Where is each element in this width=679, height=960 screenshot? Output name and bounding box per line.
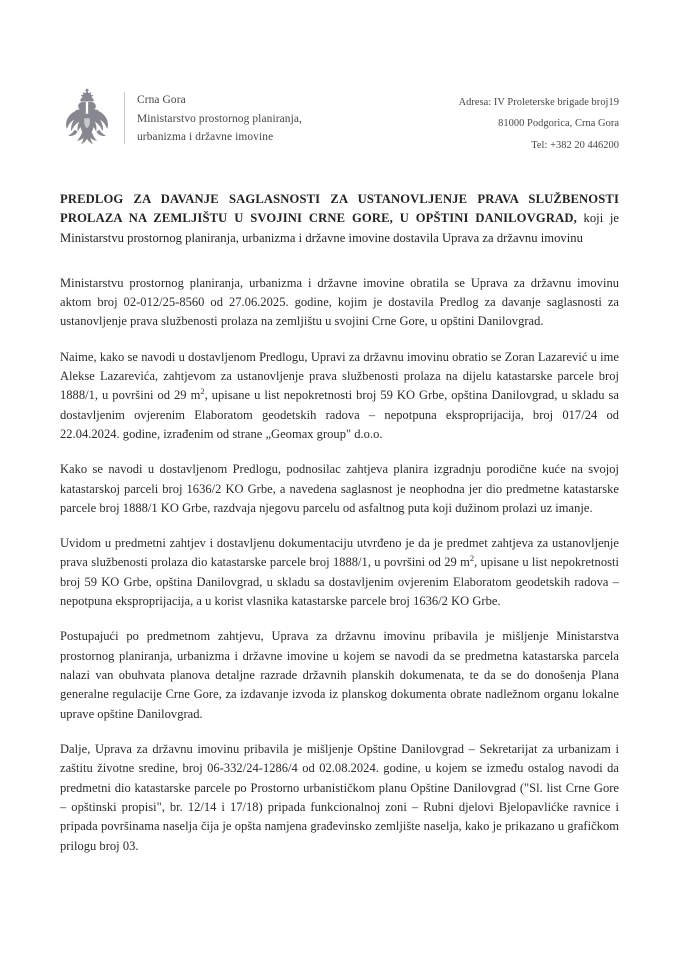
square-meter-superscript: 2 [469,553,475,564]
body-paragraph-1 [60,274,619,332]
paragraph-text: Kako se navodi u dostavljenom Predlogu, podnosilac zahtjeva planira izgradnju porodične kuće na svojoj katastarskoj parceli broj 1636/2 KO Grbe, a navedena saglasnost je neophodna jer dio predmetne katastarske parcele broj 1888/1 KO Grbe, razdvaja njegovu parcelu od asfaltnog puta koji dužinom prolazi uz imanje. [60,462,619,515]
document-title-emphasis: PREDLOG ZA DAVANJE SAGLASNOSTI ZA USTANOVLJENJE PRAVA SLUŽBENOSTI PROLAZA NA ZEMLJIŠTU U SVOJINI CRNE GORE, U OPŠTINI DANILOVGRAD, [60,192,619,226]
paragraph-text-after-superscript: , upisane u list nepokretnosti broj 59 KO Grbe, opština Danilovgrad, u skladu sa dostavljenim ovjerenim Elaboratom geodetskih radova – nepotpuna eksproprijacija, a u korist vlasnika katastarske parcele broj 1636/2 KO Grbe. [60,555,619,609]
body-paragraph-4 [60,534,619,611]
letterhead-organization-block [60,88,302,148]
contact-address-line2: 81000 Podgorica, Crna Gora [498,118,619,130]
organization-ministry-line2: urbanizma i državne imovine [137,131,274,144]
organization-name [137,89,302,146]
body-paragraph-3 [60,460,619,518]
organization-country: Crna Gora [137,94,186,107]
letterhead-contact-block [459,88,619,156]
document-title-remainder: koji je Ministarstvu prostornog planiranja, urbanizma i državne imovine dostavila Uprava za državnu imovinu [60,211,619,245]
body-paragraph-6 [60,740,619,856]
contact-phone: Tel: +382 20 446200 [531,139,619,151]
document-title [60,190,619,247]
square-meter-superscript: 2 [200,386,205,397]
paragraph-text-before-superscript: Uvidom u predmetni zahtjev i dostavljenu dokumentaciju utvrđeno je da je predmet zahtjeva za ustanovljenje prava službenosti prolaza dio katastarske parcele broj 1888/1, u površini od 29 m [60,536,619,570]
document-body [60,274,619,856]
organization-ministry-line1: Ministarstvo prostornog planiranja, [137,112,303,125]
paragraph-text: Dalje, Uprava za državnu imovinu pribavila je mišljenje Opštine Danilovgrad – Sekretarijat za urbanizam i zaštitu životne sredine, broj 06-332/24-1286/4 od 02.08.2024. godine, u kojem se između ostalog navodi da predmetni dio katastarske parcele po Prostorno urbanističkom planu Opštine Danilovgrad ("Sl. list Crne Gore – opštinski propisi", br. 12/14 i 17/18) pripada funkcionalnoj zoni – Rubni djelovi Bjelopavlićke ravnice i pripada površinama naselja čija je opšta namjena građevinsko zemljište naselja, kako je prikazano u grafičkom prilogu broj 03. [60,741,619,853]
paragraph-text: Postupajući po predmetnom zahtjevu, Uprava za državnu imovinu pribavila je mišljenje Ministarstva prostornog planiranja, urbanizma i državne imovine u kojem se navodi da se predmetna katastarska parcela nalazi van obuhvata planova detaljne razrade državnih planskih dokumenata, te da se do donošenja Plana generalne regulacije Crne Gore, za izdavanje izvoda iz planskog dokumenta obrate nadležnom organu lokalne uprave opštine Danilovgrad. [60,629,619,721]
montenegro-coat-of-arms-icon [60,88,114,148]
paragraph-text-after-superscript: , upisane u list nepokretnosti broj 59 KO Grbe, opština Danilovgrad, u skladu sa dostavljenim ovjerenim Elaboratom geodetskih radova – nepotpuna eksproprijacija, broj 017/24 od 22.04.2024. godine, izrađenim od strane „Geomax group" d.o.o. [60,388,619,441]
paragraph-text: Ministarstvu prostornog planiranja, urbanizma i državne imovine obratila se Uprava za državnu imovinu aktom broj 02-012/25-8560 od 27.06.2025. godine, kojim je dostavila Predlog za davanje saglasnosti za ustanovljenje prava službenosti prolaza na zemljištu u svojini Crne Gore, u opštini Danilovgrad. [60,275,619,329]
paragraph-text-before-superscript: Naime, kako se navodi u dostavljenom Predlogu, Upravi za državnu imovinu obratio se Zoran Lazarević u ime Alekse Lazarevića, zahtjevom za ustanovljenje prava službenosti prolaza na dijelu katastarske parcele broj 1888/1, u površini od 29 m [60,349,619,403]
contact-address-line1: Adresa: IV Proleterske brigade broj19 [458,97,619,108]
letterhead [60,0,619,156]
body-paragraph-5 [60,627,619,724]
letterhead-divider [124,92,125,144]
body-paragraph-2 [60,348,619,445]
